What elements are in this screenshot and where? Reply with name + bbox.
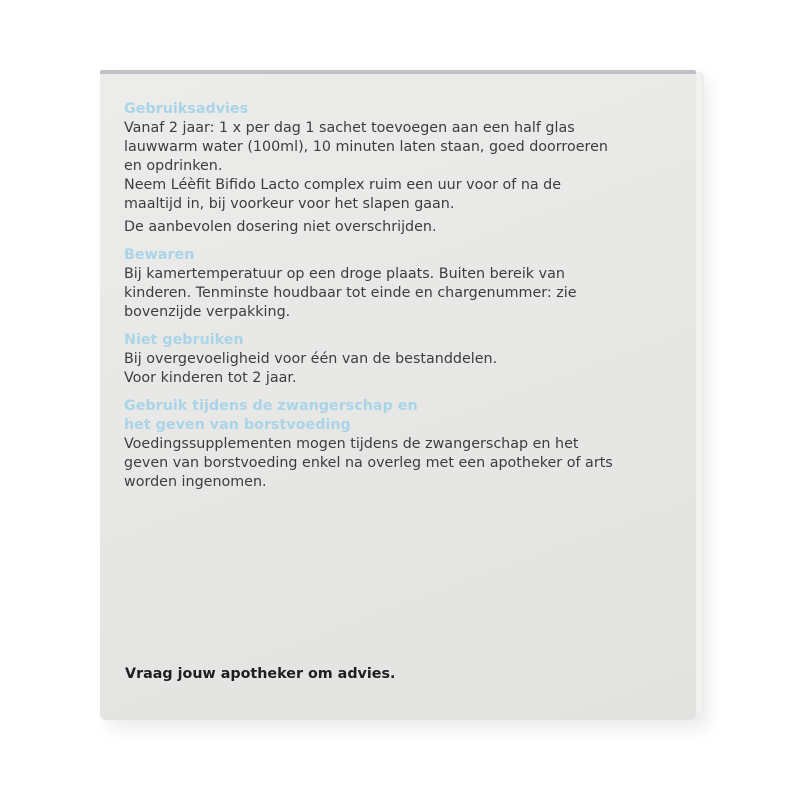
usage-line-2: lauwwarm water (100ml), 10 minuten laten staan, goed doorroeren (124, 139, 608, 155)
heading-bewaren: Bewaren (124, 247, 195, 263)
storage-line-1: Bij kamertemperatuur op een droge plaats. Buiten bereik van (124, 266, 565, 282)
heading-zwangerschap-line-2: het geven van borstvoeding (124, 417, 351, 433)
heading-niet-gebruiken: Niet gebruiken (124, 332, 244, 348)
usage-line-6: De aanbevolen dosering niet overschrijden. (124, 219, 437, 235)
usage-line-4: Neem Léèfit Bifido Lacto complex ruim een uur voor of na de (124, 177, 562, 193)
package-back-panel (100, 70, 696, 720)
usage-line-5: maaltijd in, bij voorkeur voor het slapen gaan. (124, 196, 455, 212)
contraindication-line-1: Bij overgevoeligheid voor één van de bestanddelen. (124, 351, 498, 367)
heading-gebruiksadvies: Gebruiksadvies (124, 101, 249, 117)
usage-line-1: Vanaf 2 jaar: 1 x per dag 1 sachet toevoegen aan een half glas (124, 120, 575, 136)
heading-zwangerschap-line-1: Gebruik tijdens de zwangerschap en (124, 398, 418, 414)
pharmacist-advice-footer: Vraag jouw apotheker om advies. (125, 666, 396, 682)
usage-line-3: en opdrinken. (124, 158, 223, 174)
contraindication-line-2: Voor kinderen tot 2 jaar. (124, 370, 297, 386)
instructions-text (124, 100, 684, 492)
pregnancy-line-1: Voedingssupplementen mogen tijdens de zwangerschap en het (124, 436, 579, 452)
pregnancy-line-3: worden ingenomen. (124, 474, 267, 490)
pregnancy-line-2: geven van borstvoeding enkel na overleg met een apotheker of arts (124, 455, 613, 471)
storage-line-3: bovenzijde verpakking. (124, 304, 291, 320)
storage-line-2: kinderen. Tenminste houdbaar tot einde en chargenummer: zie (124, 285, 577, 301)
